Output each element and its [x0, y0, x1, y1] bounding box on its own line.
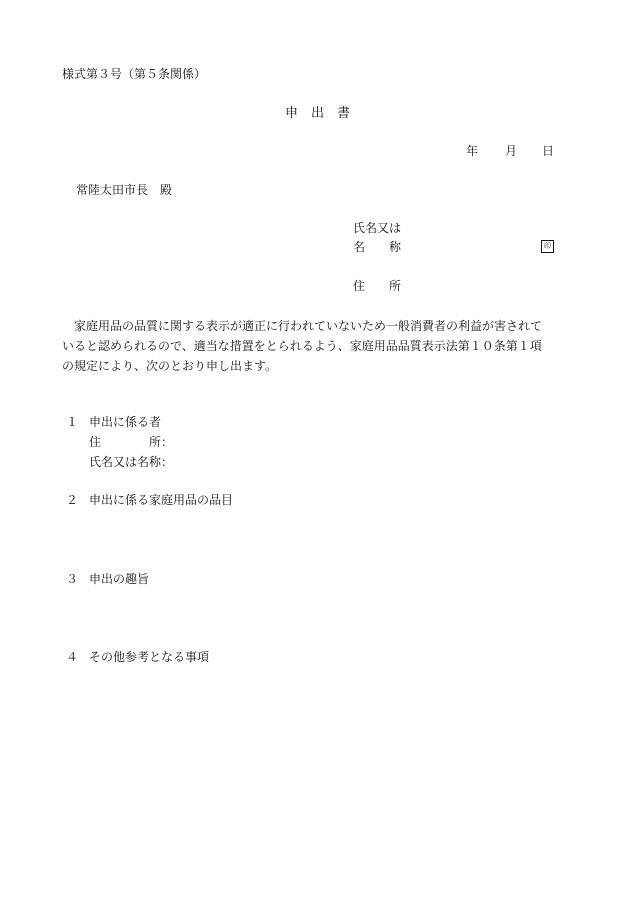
seal-mark: 印	[541, 240, 554, 253]
applicant-name-label-line1: 氏名又は	[353, 221, 402, 235]
addressee: 常陸太田市長 殿	[76, 183, 173, 197]
request-statement-line: の規定により、次のとおり申し出ます。	[62, 359, 278, 373]
form-number-label: 様式第３号（第５条関係）	[62, 67, 207, 81]
document-title: 申 出 書	[285, 106, 351, 121]
item-label: 申出に係る家庭用品の品目	[89, 493, 234, 507]
item-number: ３	[66, 572, 79, 586]
item-number: ４	[66, 650, 79, 664]
item-label: 申出に係る者	[89, 415, 162, 429]
applicant-name-label-line2: 名 称	[353, 240, 402, 254]
item-label: その他参考となる事項	[89, 650, 210, 664]
item-label: 申出の趣旨	[89, 572, 150, 586]
item-number: ２	[66, 493, 79, 507]
applicant-address-label: 住 所	[353, 279, 402, 293]
date-month-label: 月	[505, 144, 518, 158]
item-number: １	[66, 415, 79, 429]
item1-address-label: 住 所：	[89, 435, 174, 449]
date-day-label: 日	[542, 144, 555, 158]
date-year-label: 年	[466, 144, 479, 158]
request-statement-line: いると認められるので、適当な措置をとられるよう、家庭用品品質表示法第１０条第１項	[62, 339, 542, 353]
request-statement-line: 家庭用品の品質に関する表示が適正に行われていないため一般消費者の利益が害されて	[62, 319, 543, 333]
item1-name-label: 氏名又は名称：	[89, 455, 174, 469]
request-statement	[62, 316, 562, 376]
